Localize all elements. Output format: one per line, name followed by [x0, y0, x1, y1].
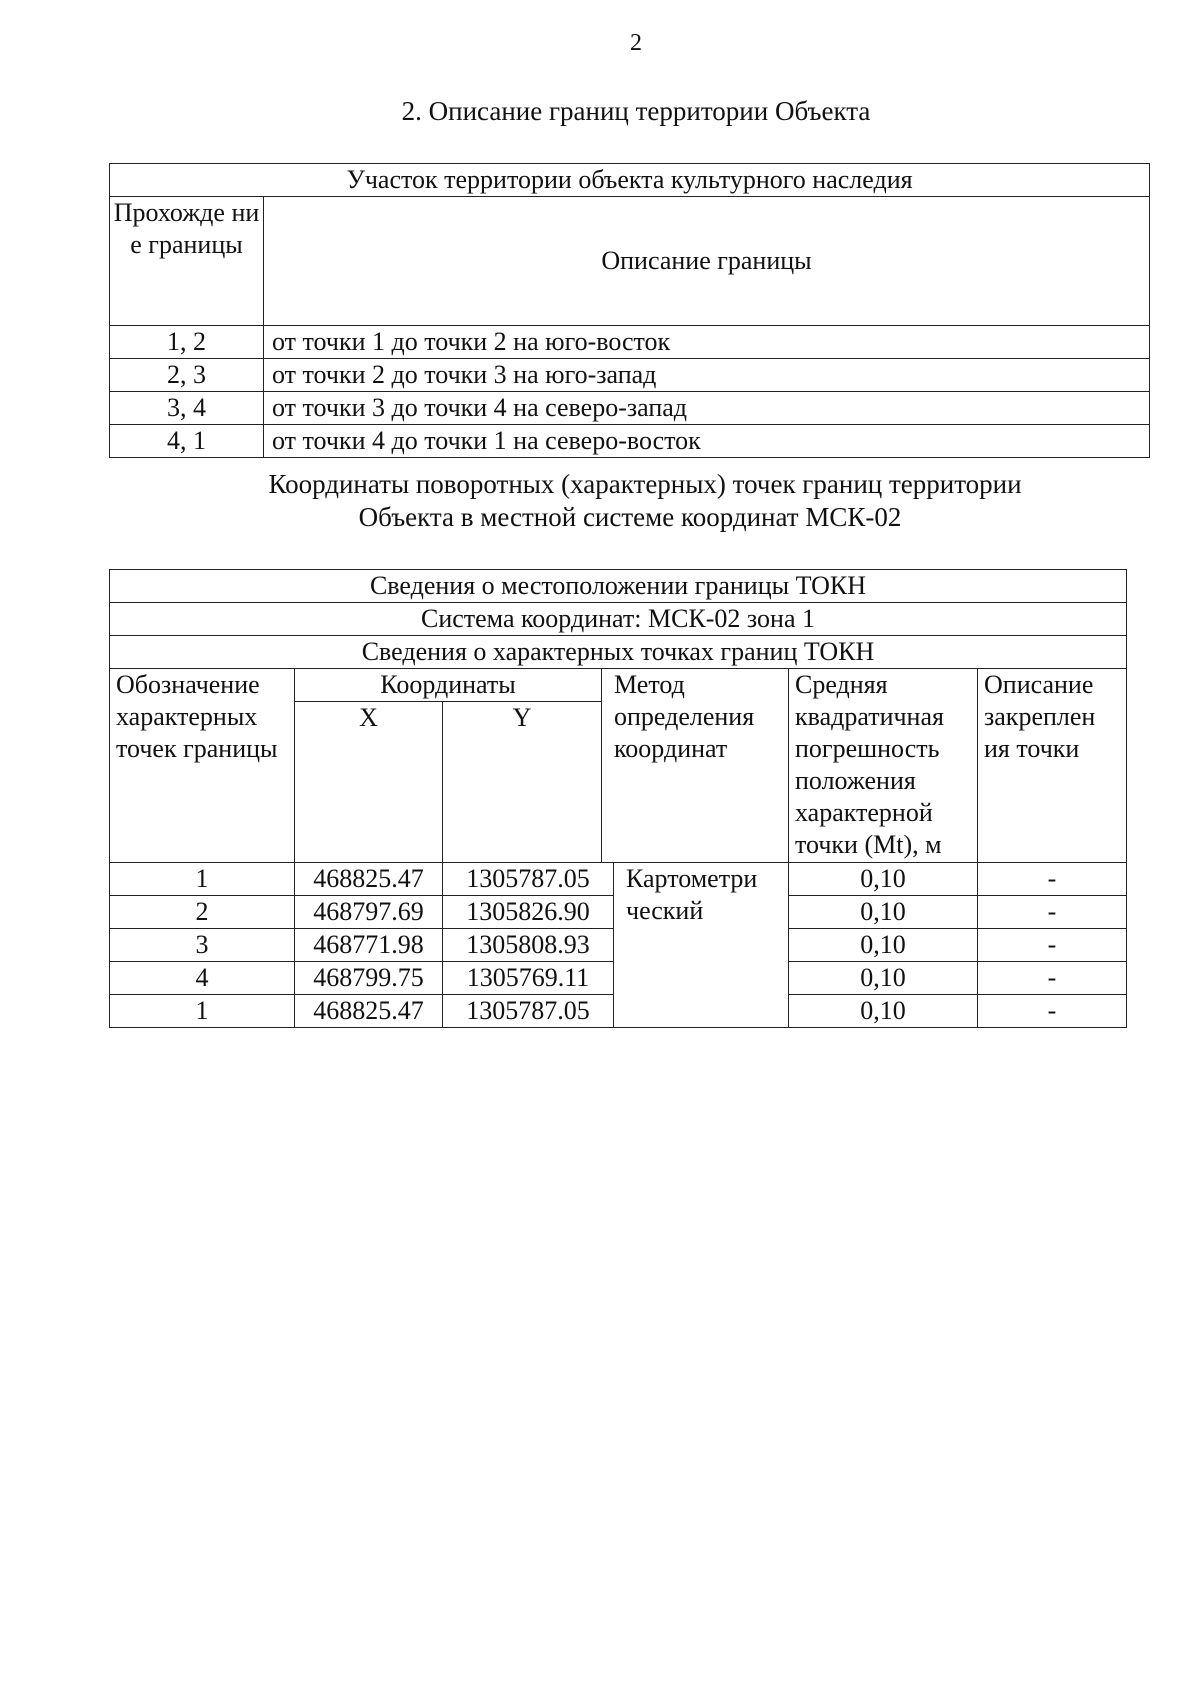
table2-x-cell: 468771.98: [295, 929, 443, 962]
table2-col-error: Средняя квадратичная погрешность положения характерной точки (Mt), м: [789, 669, 978, 863]
coordinates-table: [109, 569, 1127, 1028]
table2-y-cell: 1305787.05: [443, 995, 614, 1028]
table1-col-desc: Описание границы: [264, 197, 1150, 326]
table-row: [110, 326, 1150, 359]
table2-method-cell: Картометри ческий: [614, 863, 789, 1028]
section-title: 2. Описание границ территории Объекта: [401, 96, 871, 126]
table2-point-cell: 1: [110, 863, 295, 896]
table1-desc-cell: от точки 1 до точки 2 на юго-восток: [264, 326, 1150, 359]
table2-error-cell: 0,10: [789, 929, 978, 962]
table-row: [110, 392, 1150, 425]
table1-pass-cell: 1, 2: [110, 326, 264, 359]
table1-desc-cell: от точки 3 до точки 4 на северо-запад: [264, 392, 1150, 425]
table2-error-cell: 0,10: [789, 995, 978, 1028]
table2-x-cell: 468825.47: [295, 995, 443, 1028]
table2-header-row: [110, 669, 1127, 702]
table2-fix-cell: -: [978, 896, 1127, 929]
table1-header-row: [110, 197, 1150, 326]
table1-title-row: [110, 164, 1150, 197]
table2-y-cell: 1305826.90: [443, 896, 614, 929]
table2-x-cell: 468799.75: [295, 962, 443, 995]
table2-title-row: [110, 603, 1127, 636]
table2-fix-cell: -: [978, 962, 1127, 995]
table2-y-cell: 1305787.05: [443, 863, 614, 896]
table2-col-fix: Описание закреплен ия точки: [978, 669, 1127, 863]
table2-title1: Сведения о местоположении границы ТОКН: [110, 570, 1127, 603]
table2-point-cell: 1: [110, 995, 295, 1028]
table2-col-method: Метод определения координат: [602, 669, 789, 863]
table2-title-row: [110, 636, 1127, 669]
table-row: [110, 863, 1127, 896]
boundary-description-table: [109, 163, 1150, 458]
table2-y-cell: 1305808.93: [443, 929, 614, 962]
coordinates-heading: [0, 468, 1200, 534]
table2-fix-cell: -: [978, 929, 1127, 962]
table2-title-row: [110, 570, 1127, 603]
table2-point-cell: 3: [110, 929, 295, 962]
table2-y-cell: 1305769.11: [443, 962, 614, 995]
table-row: [110, 425, 1150, 458]
table2-point-cell: 4: [110, 962, 295, 995]
table2-col-coords: Координаты: [295, 669, 602, 702]
table2-col-y: Y: [443, 702, 602, 863]
table2-x-cell: 468797.69: [295, 896, 443, 929]
table2-title3: Сведения о характерных точках границ ТОКН: [110, 636, 1127, 669]
table2-fix-cell: -: [978, 995, 1127, 1028]
coordinates-heading-line2: Объекта в местной системе координат МСК-02: [358, 502, 902, 532]
table2-fix-cell: -: [978, 863, 1127, 896]
table1-title: Участок территории объекта культурного наследия: [110, 164, 1150, 197]
table1-pass-cell: 3, 4: [110, 392, 264, 425]
table2-error-cell: 0,10: [789, 896, 978, 929]
table2-error-cell: 0,10: [789, 962, 978, 995]
table1-desc-cell: от точки 4 до точки 1 на северо-восток: [264, 425, 1150, 458]
table2-title2: Система координат: МСК-02 зона 1: [110, 603, 1127, 636]
table1-desc-cell: от точки 2 до точки 3 на юго-запад: [264, 359, 1150, 392]
page-number: 2: [630, 30, 642, 56]
table2-col-x: X: [295, 702, 443, 863]
table2-error-cell: 0,10: [789, 863, 978, 896]
table1-pass-cell: 4, 1: [110, 425, 264, 458]
table2-x-cell: 468825.47: [295, 863, 443, 896]
table1-col-pass: Прохожде ние границы: [110, 197, 264, 326]
table1-pass-cell: 2, 3: [110, 359, 264, 392]
table-row: [110, 359, 1150, 392]
table2-col-point: Обозначение характерных точек границы: [110, 669, 295, 863]
table2-point-cell: 2: [110, 896, 295, 929]
coordinates-heading-line1: Координаты поворотных (характерных) точек границ территории: [268, 469, 1022, 499]
